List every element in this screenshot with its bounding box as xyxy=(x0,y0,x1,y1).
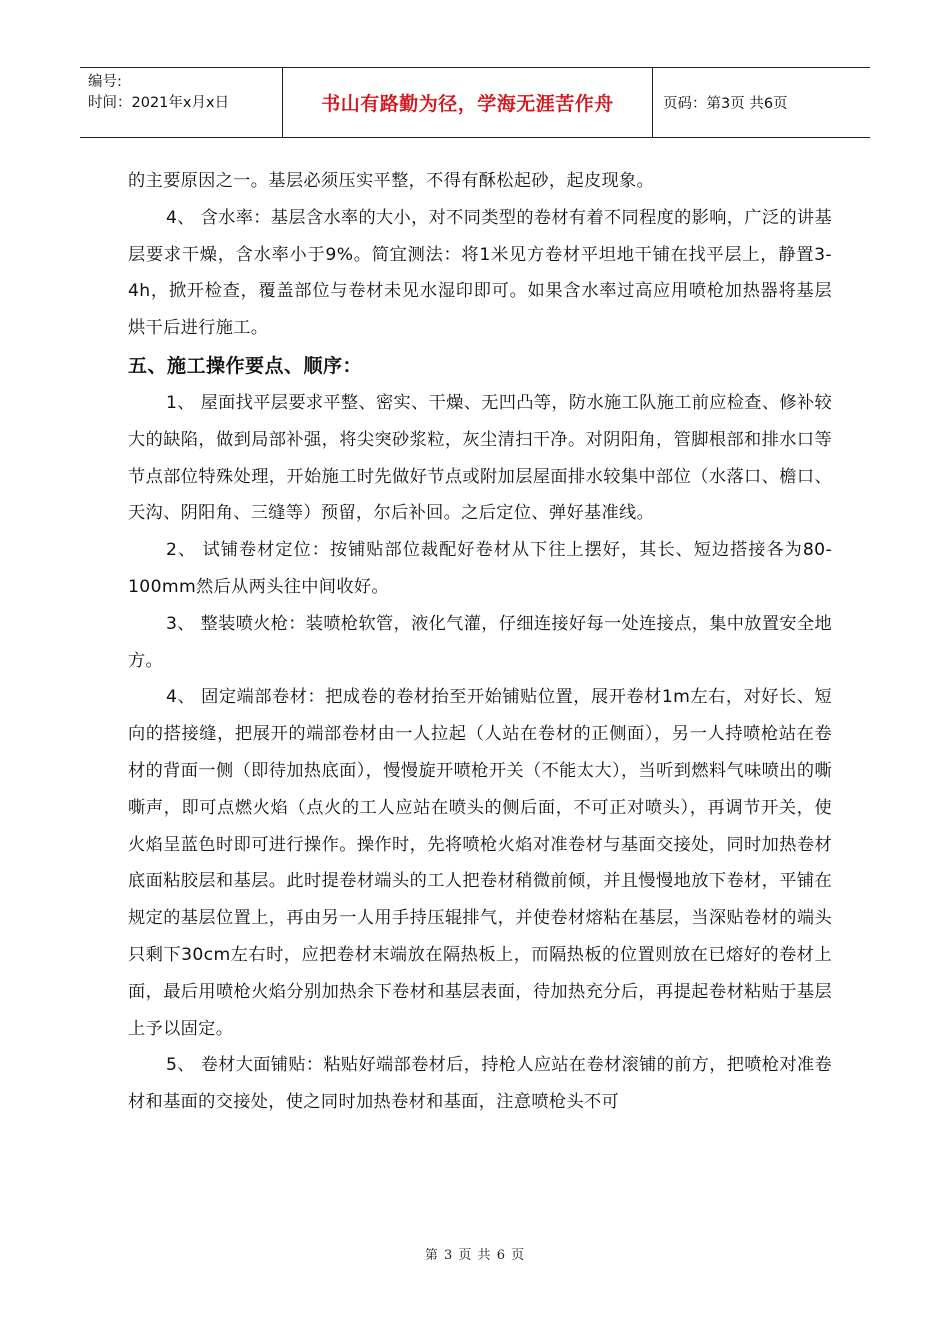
paragraph-continuation: 的主要原因之一。基层必须压实平整，不得有酥松起砂，起皮现象。 xyxy=(128,171,655,191)
paragraph-moisture: 4、 含水率：基层含水率的大小，对不同类型的卷材有着不同程度的影响，广泛的讲基层要求干燥，含水率小于9%。简宜测法：将1米见方卷材平坦地干铺在找平层上，静置3-4h，掀开检查，覆盖部位与卷材未见水湿印即可。如果含水率过高应用喷枪加热器将基层烘干后进行施工。 xyxy=(128,207,832,339)
date-label: 时间：2021年x月x日 xyxy=(88,95,230,111)
document-body xyxy=(128,163,832,1121)
header-page-code: 页码：第3页 共6页 xyxy=(663,96,788,112)
paragraph-step-3: 3、 整装喷火枪：装喷枪软管，液化气灌，仔细连接好每一处连接点，集中放置安全地方。 xyxy=(128,613,832,671)
paragraph-step-4: 4、 固定端部卷材：把成卷的卷材抬至开始铺贴位置，展开卷材1m左右，对好长、短向的搭接缝，把展开的端部卷材由一人拉起（人站在卷材的正侧面），另一人持喷枪站在卷材的背面一侧（即待加热底面），慢慢旋开喷枪开关（不能太大），当听到燃料气味喷出的嘶嘶声，即可点燃火焰（点火的工人应站在喷头的侧后面，不可正对喷头），再调节开关，使火焰呈蓝色时即可进行操作。操作时，先将喷枪火焰对准卷材与基面交接处，同时加热卷材底面粘胶层和基层。此时提卷材端头的工人把卷材稍微前倾，并且慢慢地放下卷材，平铺在规定的基层位置上，再由另一人用手持压辊排气，并使卷材熔粘在基层，当深贴卷材的端头只剩下30cm左右时，应把卷材末端放在隔热板上，而隔热板的位置则放在已熔好的卷材上面，最后用喷枪火焰分别加热余下卷材和基层表面，待加热充分后，再提起卷材粘贴于基层上予以固定。 xyxy=(128,687,832,1039)
paragraph-step-1: 1、 屋面找平层要求平整、密实、干燥、无凹凸等，防水施工队施工前应检查、修补较大的缺陷，做到局部补强，将尖突砂浆粒，灰尘清扫干净。对阴阳角，管脚根部和排水口等节点部位特殊处理，开始施工时先做好节点或附加层屋面排水较集中部位（水落口、檐口、天沟、阴阳角、三缝等）预留，尔后补回。之后定位、弹好基准线。 xyxy=(128,392,832,524)
paragraph-step-2: 2、 试铺卷材定位：按铺贴部位裁配好卷材从下往上摆好，其长、短边搭接各为80-100mm然后从两头往中间收好。 xyxy=(128,540,832,597)
number-label: 编号: xyxy=(88,74,122,90)
paragraph-step-5: 5、 卷材大面铺贴：粘贴好端部卷材后，持枪人应站在卷材滚铺的前方，把喷枪对准卷材和基面的交接处，使之同时加热卷材和基面，注意喷枪头不可 xyxy=(128,1055,832,1113)
page-footer: 第 3 页 共 6 页 xyxy=(424,1248,526,1263)
header-meta xyxy=(80,68,283,137)
page-header xyxy=(80,67,870,138)
section-heading: 五、施工操作要点、顺序： xyxy=(128,354,363,377)
header-motto: 书山有路勤为径，学海无涯苦作舟 xyxy=(283,68,653,137)
